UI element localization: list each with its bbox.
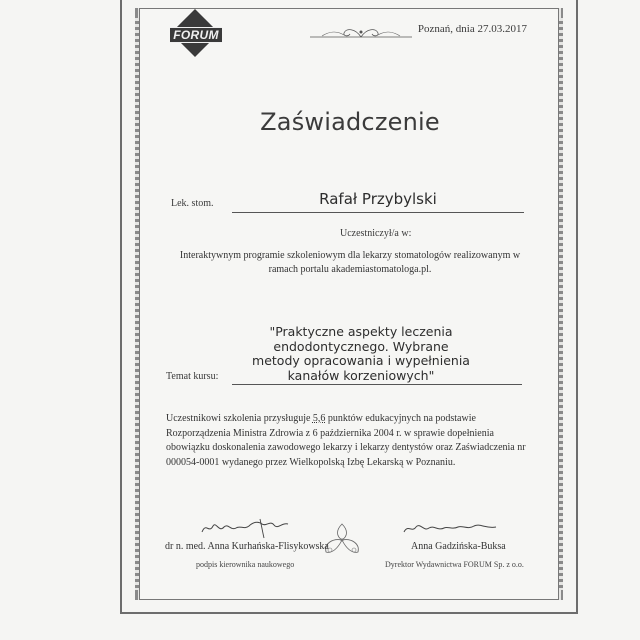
points-value: 5,6: [312, 413, 326, 424]
course-underline: [232, 384, 522, 385]
logo-text: FORUM: [170, 27, 222, 43]
right-signatory-name: Anna Gadzińska-Buksa: [411, 541, 506, 552]
recipient-name: Rafał Przybylski: [319, 190, 437, 208]
left-signatory-role: podpis kierownika naukowego: [196, 560, 295, 569]
course-title: "Praktyczne aspekty leczenia endodontycznego. Wybrane metody opracowania i wypełnienia kanałów korzeniowych": [252, 324, 470, 383]
ornament-icon: [308, 26, 414, 40]
participated-label: Uczestniczył/a w:: [340, 228, 412, 239]
decorative-seal-icon: [318, 520, 366, 560]
points-text-after: punktów edukacyjnych na podstawie Rozporządzenia Ministra Zdrowia z 6 października 2004 r. w sprawie dopełnienia obowiązku doskonalenia zawodowego lekarzy i lekarzy dentystów oraz Zaświadczenia nr 000054-0001 wydanego przez Wielkopolską Izbę Lekarską w Poznaniu.: [166, 413, 526, 468]
program-description: Interaktywnym programie szkoleniowym dla lekarzy stomatologów realizowanym w ramach portalu akademiastomatologa.pl.: [179, 250, 521, 275]
forum-logo: [170, 14, 222, 62]
certificate-body: [139, 8, 559, 600]
right-signatory-role: Dyrektor Wydawnictwa FORUM Sp. z o.o.: [385, 560, 524, 569]
issue-date: Poznań, dnia 27.03.2017: [417, 23, 527, 35]
left-signature: [200, 516, 290, 540]
right-signature: [402, 518, 498, 538]
title-prefix-label: Lek. stom.: [171, 198, 214, 209]
name-underline: [232, 212, 524, 213]
certificate-title: Zaświadczenie: [260, 108, 440, 136]
left-signatory-name: dr n. med. Anna Kurhańska-Flisykowska: [165, 541, 329, 552]
course-label: Temat kursu:: [166, 371, 219, 382]
points-text-before: Uczestnikowi szkolenia przysługuje: [166, 413, 311, 424]
points-paragraph: [166, 412, 526, 470]
